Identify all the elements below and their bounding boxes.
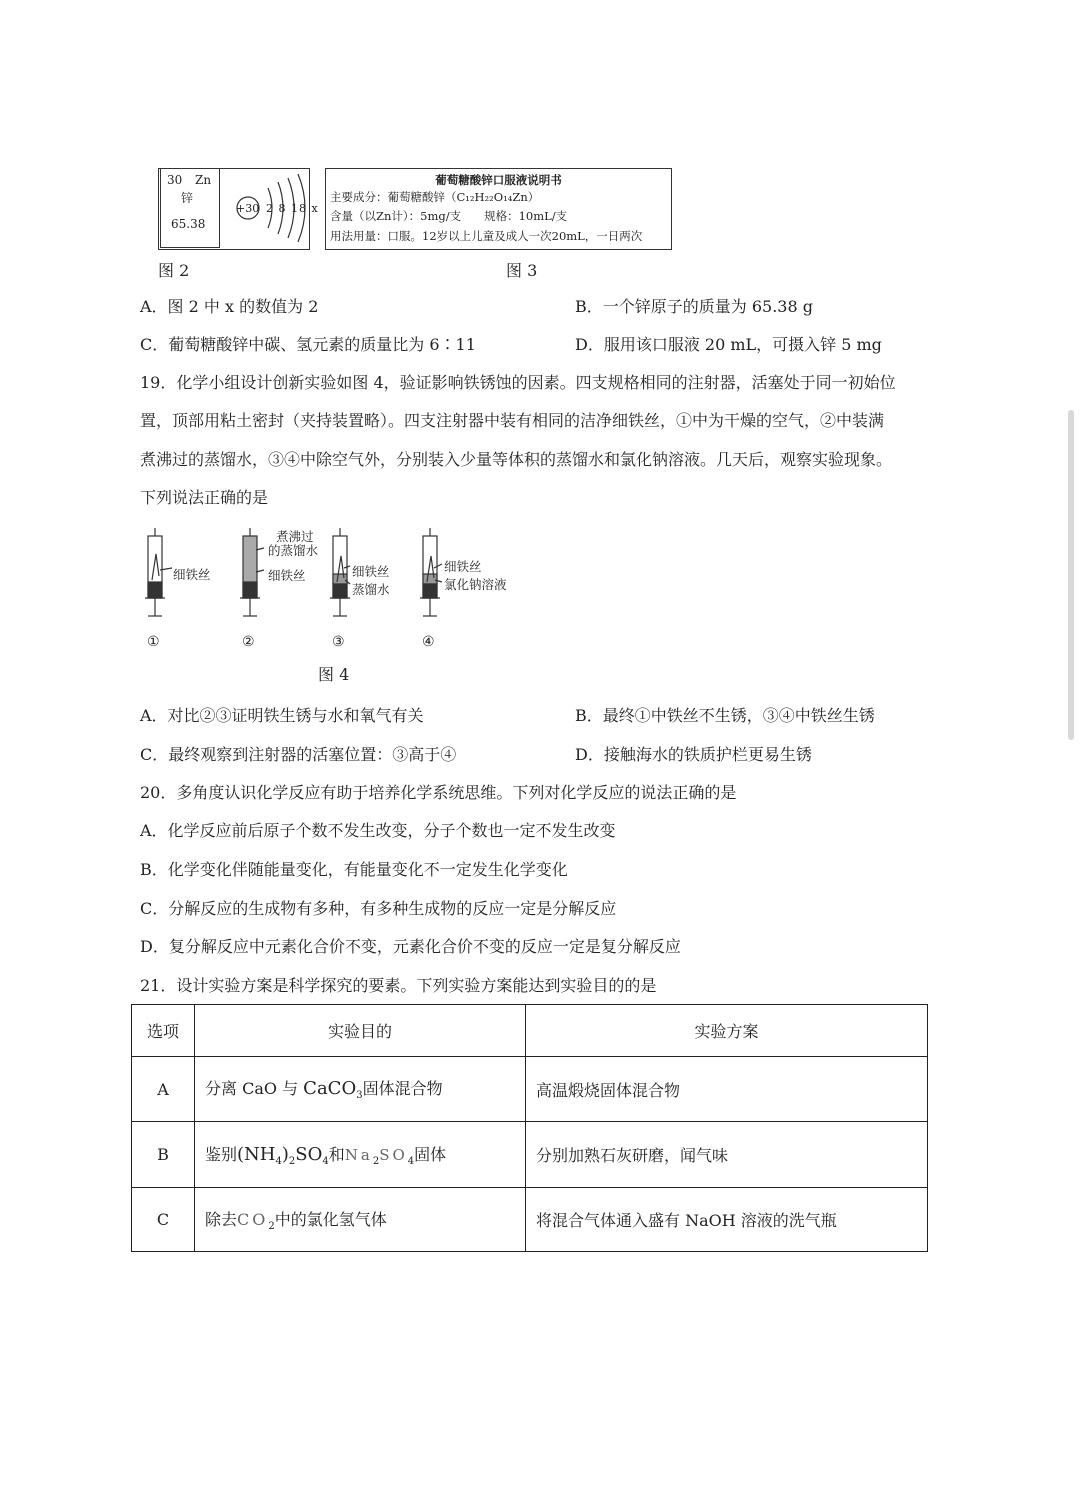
syringe-number-2: ② — [242, 634, 255, 650]
row-b-aim: 鉴别$(NH_4)_2SO_4$和$Na_2SO_4$固体 — [195, 1122, 526, 1188]
fig3-ingredient: 主要成分：葡萄糖酸锌（C₁₂H₂₂O₁₄Zn） — [330, 190, 540, 204]
row-c-plan: 将混合气体通入盛有 NaOH 溶液的洗气瓶 — [526, 1188, 928, 1252]
header-option: 选项 — [132, 1005, 195, 1057]
table-row — [132, 1057, 928, 1122]
q21-experiment-table — [131, 1004, 928, 1252]
s4-solution-label: 氯化钠溶液 — [444, 577, 507, 592]
s2-water-label: 煮沸过 的蒸馏水 — [268, 529, 319, 558]
q19-stem-line1: 19．化学小组设计创新实验如图 4，验证影响铁锈蚀的因素。四支规格相同的注射器，活塞处于同一初始位 — [140, 373, 896, 392]
figure-2-caption: 图 2 — [158, 261, 190, 280]
q19-option-a: A．对比②③证明铁生锈与水和氧气有关 — [140, 706, 424, 725]
row-a-aim: 分离 CaO 与 CaCO$_3$固体混合物 — [195, 1057, 526, 1122]
q21-stem: 21．设计实验方案是科学探究的要素。下列实验方案能达到实验目的的是 — [140, 976, 657, 995]
q18-option-b: B．一个锌原子的质量为 65.38 g — [575, 297, 813, 316]
q20-option-b: B．化学变化伴随能量变化，有能量变化不一定发生化学变化 — [140, 860, 568, 879]
row-a-plan: 高温煅烧固体混合物 — [526, 1057, 928, 1122]
element-symbol: Zn — [195, 173, 212, 187]
s4-wire-label: 细铁丝 — [444, 559, 482, 574]
figure-3-label-box — [325, 168, 672, 250]
atomic-mass: 65.38 — [171, 217, 206, 231]
q19-stem-line2: 置，顶部用粘土密封（夹持装置略）。四支注射器中装有相同的洁净细铁丝，①中为干燥的空气，②中装满 — [140, 411, 885, 430]
table-row — [132, 1188, 928, 1252]
q20-stem: 20．多角度认识化学反应有助于培养化学系统思维。下列对化学反应的说法正确的是 — [140, 783, 737, 802]
q20-option-d: D．复分解反应中元素化合价不变，元素化合价不变的反应一定是复分解反应 — [140, 937, 681, 956]
table-header-row — [132, 1005, 928, 1057]
q18-option-c: C．葡萄糖酸锌中碳、氢元素的质量比为 6∶11 — [140, 335, 476, 354]
row-c-aim: 除去$CO_2$中的氯化氢气体 — [195, 1188, 526, 1252]
fig3-title: 葡萄糖酸锌口服液说明书 — [435, 173, 562, 187]
figure-4-caption: 图 4 — [318, 665, 350, 684]
nucleus-charge: +30 — [236, 202, 260, 215]
figure-3-caption: 图 3 — [506, 261, 538, 280]
row-b-option: B — [132, 1122, 195, 1188]
fig3-content: 含量（以Zn计）：5mg/支 规格：10mL/支 — [330, 209, 568, 223]
q20-option-c: C．分解反应的生成物有多种，有多种生成物的反应一定是分解反应 — [140, 899, 617, 918]
syringe-number-4: ④ — [422, 634, 435, 650]
q19-option-c: C．最终观察到注射器的活塞位置：③高于④ — [140, 745, 457, 764]
s3-water-label: 蒸馏水 — [352, 582, 390, 597]
q18-option-d: D．服用该口服液 20 mL，可摄入锌 5 mg — [575, 335, 882, 354]
row-c-option: C — [132, 1188, 195, 1252]
q19-option-d: D．接触海水的铁质护栏更易生锈 — [575, 745, 812, 764]
q20-option-a: A．化学反应前后原子个数不发生改变，分子个数也一定不发生改变 — [140, 821, 616, 840]
element-name: 锌 — [181, 191, 194, 205]
header-plan: 实验方案 — [526, 1005, 928, 1057]
zinc-element-card — [160, 168, 220, 248]
q19-option-b: B．最终①中铁丝不生锈，③④中铁丝生锈 — [575, 706, 875, 725]
q19-stem-line3: 煮沸过的蒸馏水，③④中除空气外，分别装入少量等体积的蒸馏水和氯化钠溶液。几天后，观察实验现象。 — [140, 450, 893, 469]
row-b-plan: 分别加熟石灰研磨，闻气味 — [526, 1122, 928, 1188]
s3-wire-label: 细铁丝 — [352, 564, 390, 579]
s2-wire-label: 细铁丝 — [268, 568, 306, 583]
q18-option-a: A．图 2 中 x 的数值为 2 — [140, 297, 319, 316]
electron-shells: 2 8 18 x — [266, 202, 319, 215]
s1-wire-label: 细铁丝 — [173, 567, 211, 582]
fig3-usage: 用法用量：口服。12岁以上儿童及成人一次20mL，一日两次 — [330, 229, 643, 243]
q19-stem-line4: 下列说法正确的是 — [140, 488, 269, 507]
table-row — [132, 1122, 928, 1188]
atomic-number: 30 — [167, 173, 183, 187]
header-aim: 实验目的 — [195, 1005, 526, 1057]
row-a-option: A — [132, 1057, 195, 1122]
scrollbar-thumb[interactable] — [1068, 410, 1074, 740]
syringe-number-1: ① — [147, 634, 160, 650]
syringe-number-3: ③ — [332, 634, 345, 650]
